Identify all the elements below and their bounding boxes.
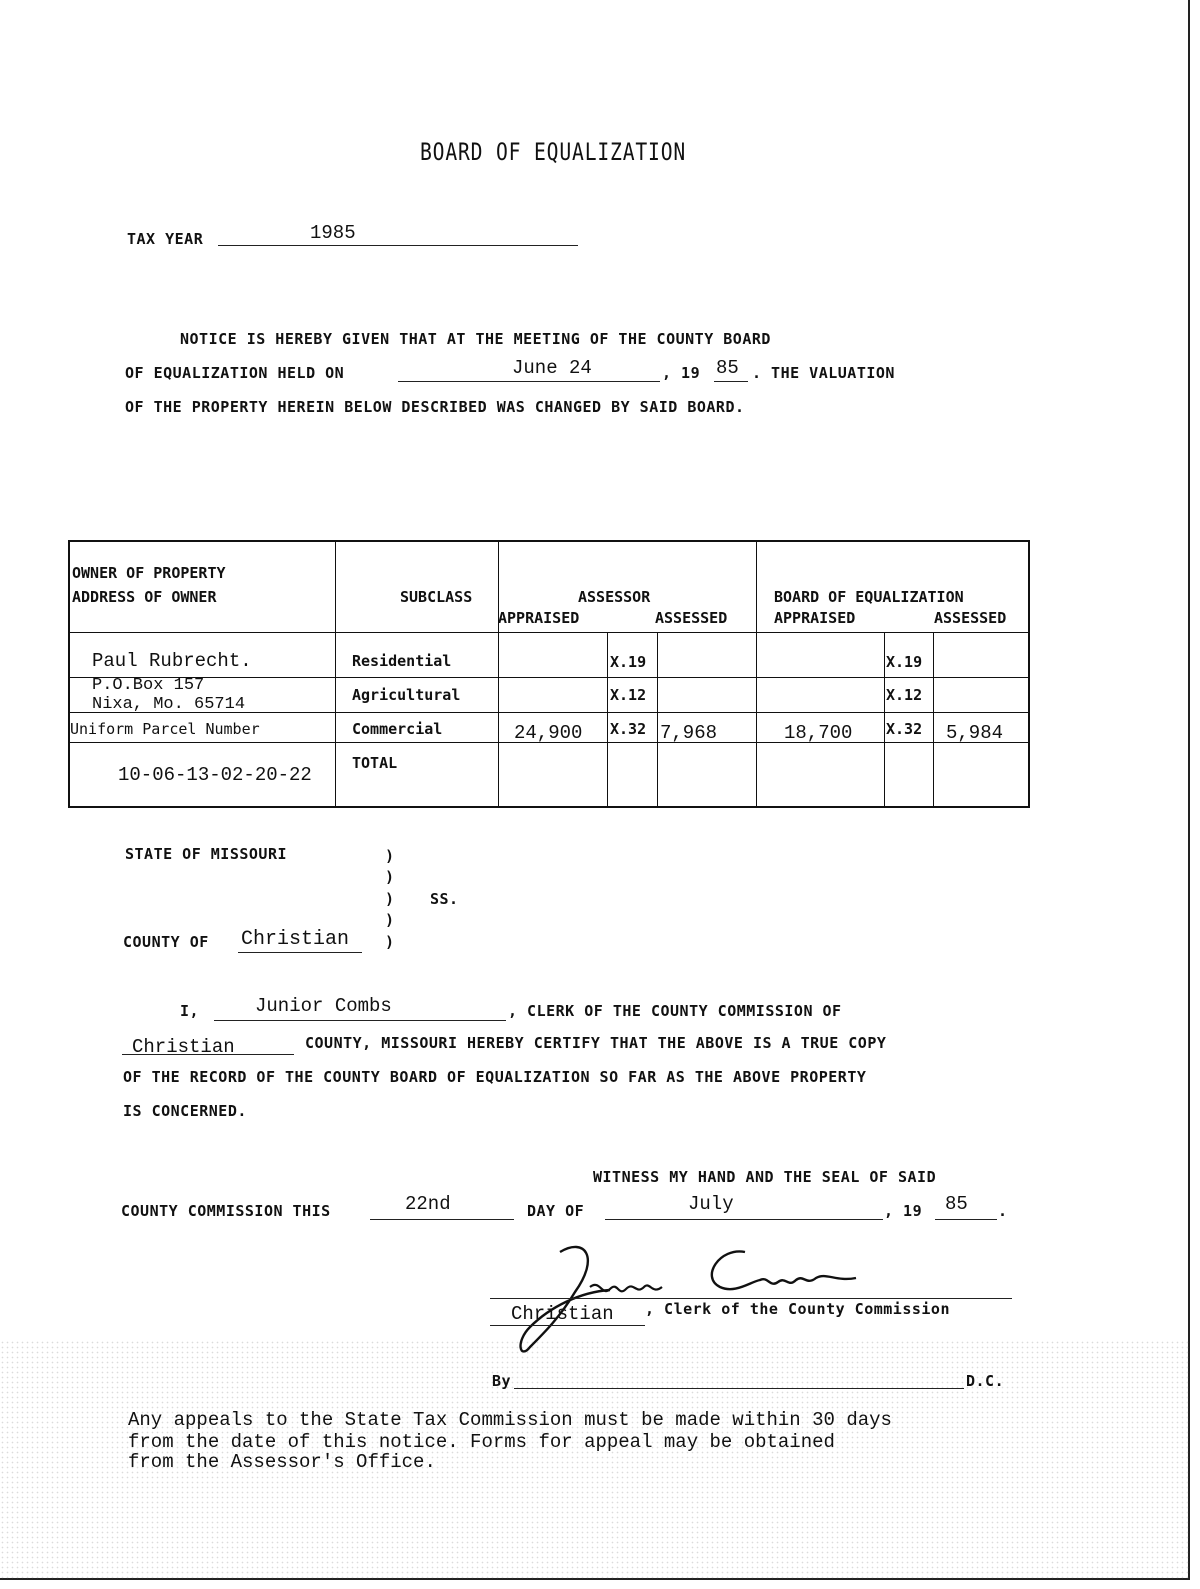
notice-line1: NOTICE IS HEREBY GIVEN THAT AT THE MEETING OF THE COUNTY BOARD	[180, 330, 771, 348]
appeal-notice-line1: Any appeals to the State Tax Commission must be made within 30 days	[128, 1409, 892, 1431]
board-appraised-commercial: 18,700	[784, 722, 853, 744]
witness-day-underline	[370, 1219, 514, 1220]
paren-5: )	[385, 933, 395, 951]
board-assessed-commercial: 5,984	[946, 722, 1004, 744]
assessor-assessed-commercial: 7,968	[660, 722, 718, 744]
by-label: By	[492, 1372, 512, 1390]
header-assessor: ASSESSOR	[578, 588, 651, 606]
appeal-notice-line2: from the date of this notice. Forms for appeal may be obtained	[128, 1431, 835, 1453]
paren-1: )	[385, 847, 395, 865]
witness-period: .	[998, 1202, 1008, 1220]
witness-month: July	[688, 1193, 734, 1215]
cert-line2-suffix: COUNTY, MISSOURI HEREBY CERTIFY THAT THE ABOVE IS A TRUE COPY	[305, 1034, 887, 1052]
parcel-number: 10-06-13-02-20-22	[118, 764, 312, 786]
cert-line4: IS CONCERNED.	[123, 1102, 247, 1120]
header-assessor-appraised: APPRAISED	[498, 609, 580, 627]
signer-county: Christian	[511, 1303, 614, 1325]
meeting-date: June 24	[512, 357, 592, 379]
owner-name: Paul Rubrecht.	[92, 650, 252, 672]
witness-year-suffix: 85	[945, 1193, 968, 1215]
witness-year-prefix: , 19	[884, 1202, 923, 1220]
appeal-notice-line3: from the Assessor's Office.	[128, 1451, 436, 1473]
cert-line3: OF THE RECORD OF THE COUNTY BOARD OF EQUALIZATION SO FAR AS THE ABOVE PROPERTY	[123, 1068, 867, 1086]
notice-line3: OF THE PROPERTY HEREIN BELOW DESCRIBED WAS CHANGED BY SAID BOARD.	[125, 398, 745, 416]
subclass-total: TOTAL	[352, 754, 398, 772]
witness-day: 22nd	[405, 1193, 451, 1215]
assessor-appraised-commercial: 24,900	[514, 722, 583, 744]
board-rate-residential: X.19	[886, 653, 923, 671]
owner-address-line1: P.O.Box 157	[92, 676, 205, 695]
board-rate-agricultural: X.12	[886, 686, 923, 704]
subclass-commercial: Commercial	[352, 720, 443, 738]
county-underline	[238, 952, 362, 953]
meeting-date-underline	[398, 381, 660, 382]
deputy-line	[514, 1388, 964, 1389]
parcel-label: Uniform Parcel Number	[70, 720, 260, 738]
signer-county-underline	[490, 1325, 645, 1326]
header-board-assessed: ASSESSED	[934, 609, 1007, 627]
subclass-agricultural: Agricultural	[352, 686, 461, 704]
clerk-title: , Clerk of the County Commission	[645, 1300, 950, 1318]
header-subclass: SUBCLASS	[400, 588, 473, 606]
cert-county: Christian	[132, 1036, 235, 1058]
clerk-name-underline	[214, 1020, 506, 1021]
valuation-table	[68, 540, 1030, 808]
owner-address-line2: Nixa, Mo. 65714	[92, 695, 246, 714]
signature-line	[490, 1298, 1012, 1299]
paren-2: )	[385, 868, 395, 886]
notice-line2-prefix: OF EQUALIZATION HELD ON	[125, 364, 345, 382]
meeting-year-prefix: , 19	[662, 364, 701, 382]
witness-prefix: COUNTY COMMISSION THIS	[121, 1202, 331, 1220]
county-value: Christian	[241, 928, 350, 951]
witness-month-underline	[605, 1219, 883, 1220]
witness-year-underline	[935, 1219, 997, 1220]
header-address: ADDRESS OF OWNER	[72, 588, 217, 606]
tax-year-underline	[218, 245, 578, 246]
clerk-name: Junior Combs	[255, 995, 392, 1017]
page-title: BOARD OF EQUALIZATION	[420, 138, 687, 166]
subclass-residential: Residential	[352, 652, 452, 670]
header-board-appraised: APPRAISED	[774, 609, 856, 627]
header-assessor-assessed: ASSESSED	[655, 609, 728, 627]
witness-day-of: DAY OF	[527, 1202, 585, 1220]
cert-line1-suffix: , CLERK OF THE COUNTY COMMISSION OF	[508, 1002, 842, 1020]
rate-residential: X.19	[610, 653, 647, 671]
state-label: STATE OF MISSOURI	[125, 845, 288, 863]
ss-label: SS.	[430, 890, 459, 908]
notice-line2-suffix: . THE VALUATION	[752, 364, 895, 382]
paren-4: )	[385, 911, 395, 929]
meeting-year-underline	[714, 381, 748, 382]
rate-commercial: X.32	[610, 720, 647, 738]
paren-3: )	[385, 890, 395, 908]
county-label: COUNTY OF	[123, 933, 209, 951]
cert-i: I,	[180, 1002, 200, 1020]
header-board: BOARD OF EQUALIZATION	[774, 588, 964, 606]
witness-line1: WITNESS MY HAND AND THE SEAL OF SAID	[593, 1168, 937, 1186]
tax-year-label: TAX YEAR	[127, 230, 204, 248]
rate-agricultural: X.12	[610, 686, 647, 704]
board-rate-commercial: X.32	[886, 720, 923, 738]
tax-year-value: 1985	[310, 222, 356, 244]
dc-label: D.C.	[966, 1372, 1005, 1390]
meeting-year-suffix: 85	[716, 357, 739, 379]
header-owner: OWNER OF PROPERTY	[72, 564, 226, 582]
